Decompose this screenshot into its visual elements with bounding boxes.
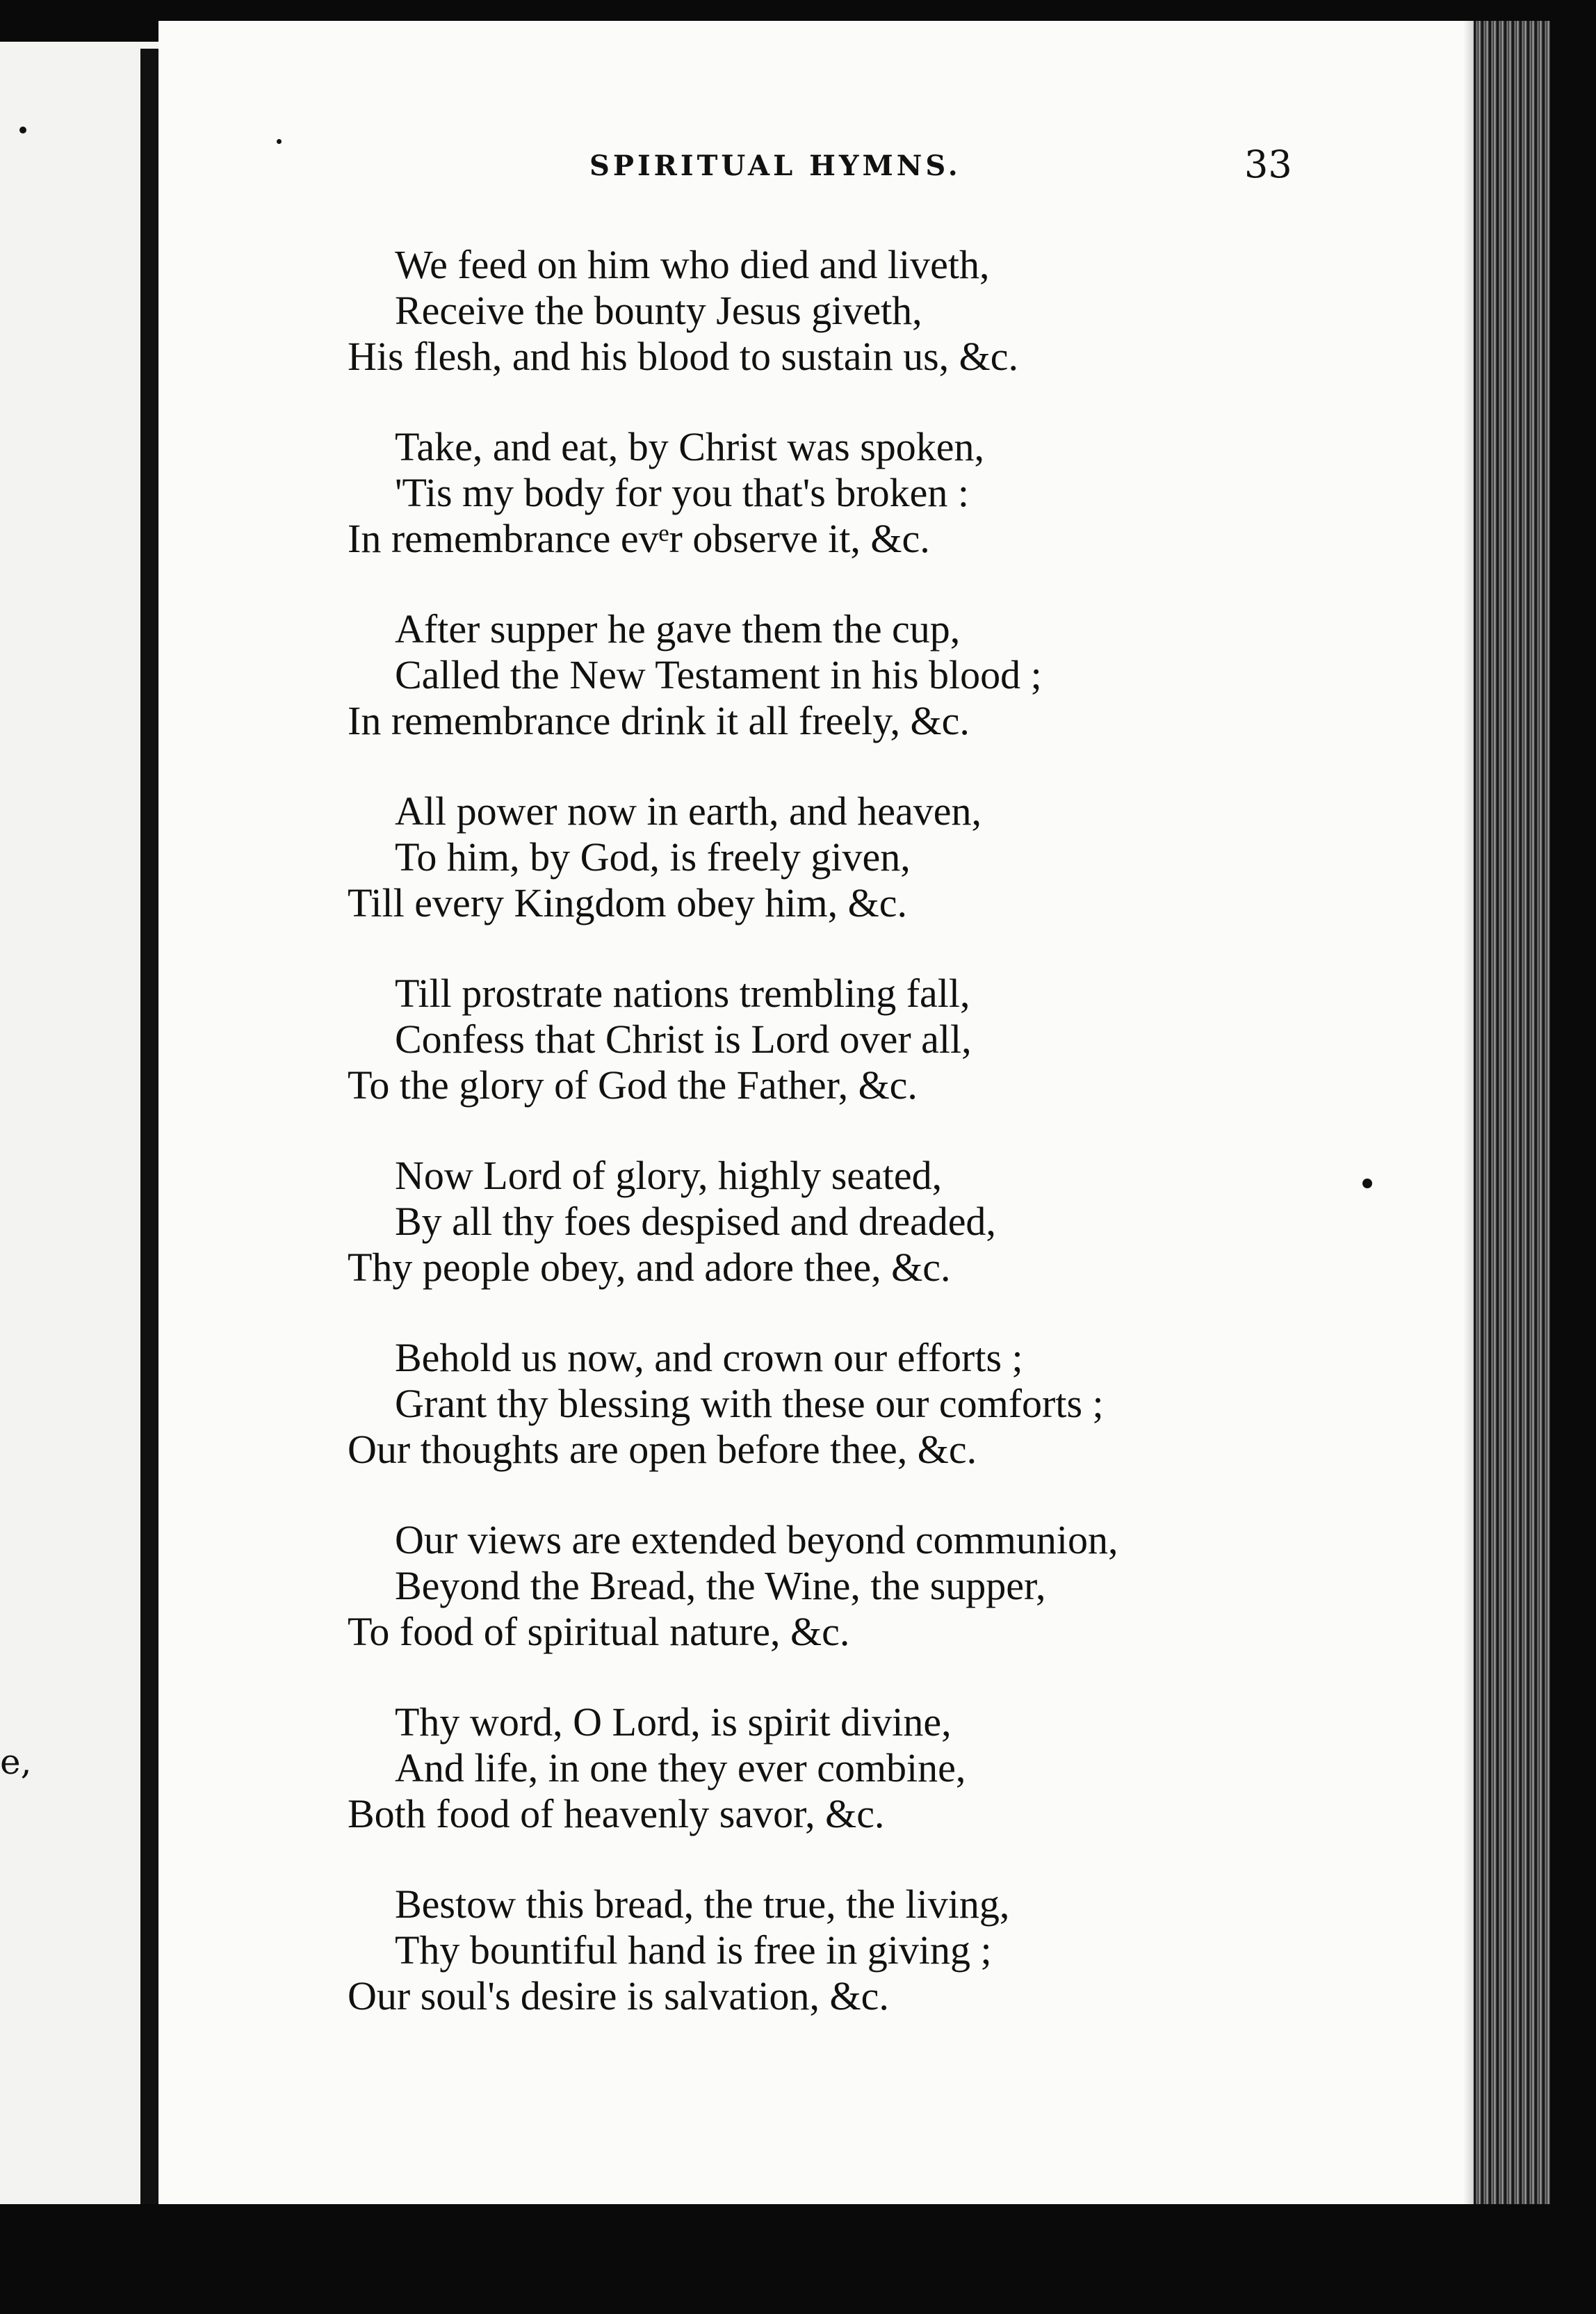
verse-line: Bestow this bread, the true, the living,	[395, 1882, 1010, 1927]
previous-page-text-fragment: e,	[0, 1742, 32, 1782]
verse-line: Confess that Christ is Lord over all,	[395, 1017, 972, 1062]
gutter-shadow	[140, 49, 158, 2232]
verse-line: Till every Kingdom obey him, &c.	[348, 880, 907, 925]
stanza	[348, 1335, 1335, 1473]
verse-line: 'Tis my body for you that's broken :	[395, 470, 969, 515]
verse-line: Thy bountiful hand is free in giving ;	[395, 1927, 992, 1973]
running-title: SPIRITUAL HYMNS.	[589, 149, 961, 182]
verse-line: Thy word, O Lord, is spirit divine,	[395, 1699, 952, 1745]
verse-line: Beyond the Bread, the Wine, the supper,	[395, 1563, 1046, 1608]
scan-speck	[19, 127, 26, 134]
verse-line: His flesh, and his blood to sustain us, &c.	[348, 334, 1019, 379]
page-stack-edge	[1474, 21, 1550, 2211]
verse-line: All power now in earth, and heaven,	[395, 788, 982, 834]
verse-line: In remembrance evᵉr observe it, &c.	[348, 516, 930, 561]
scan-speck	[1362, 1179, 1372, 1188]
verse-line: Our thoughts are open before thee, &c.	[348, 1427, 977, 1472]
verse-line: To the glory of God the Father, &c.	[348, 1062, 918, 1108]
verse-line: And life, in one they ever combine,	[395, 1745, 966, 1790]
stanza	[348, 788, 1335, 926]
verse-line: Now Lord of glory, highly seated,	[395, 1153, 943, 1198]
scan-background	[0, 2204, 1596, 2314]
verse-line: We feed on him who died and liveth,	[395, 242, 990, 287]
stanza	[348, 1882, 1335, 2019]
verse-line: Behold us now, and crown our efforts ;	[395, 1335, 1023, 1380]
stanza	[348, 1699, 1335, 1837]
verse-line: By all thy foes despised and dreaded,	[395, 1199, 996, 1244]
verse-line: Our views are extended beyond communion,	[395, 1517, 1118, 1562]
verse-line: Called the New Testament in his blood ;	[395, 652, 1042, 697]
scan-speck	[277, 139, 282, 144]
verse-line: Grant thy blessing with these our comforts ;	[395, 1381, 1104, 1426]
stanza	[348, 606, 1335, 744]
verse-line: After supper he gave them the cup,	[395, 606, 961, 652]
stanza	[348, 1517, 1335, 1655]
verse-line: Receive the bounty Jesus giveth,	[395, 288, 922, 333]
stanza	[348, 424, 1335, 562]
verse-line: To him, by God, is freely given,	[395, 834, 911, 880]
stanza	[348, 971, 1335, 1108]
verse-line: Take, and eat, by Christ was spoken,	[395, 424, 985, 469]
verse-line: To food of spiritual nature, &c.	[348, 1609, 850, 1654]
page-number: 33	[1244, 143, 1292, 186]
stanza	[348, 242, 1335, 380]
stanza	[348, 1153, 1335, 1290]
verse-line: Till prostrate nations trembling fall,	[395, 971, 970, 1016]
verse-line: In remembrance drink it all freely, &c.	[348, 698, 970, 743]
verse-line: Our soul's desire is salvation, &c.	[348, 1973, 889, 2018]
verse-line: Both food of heavenly savor, &c.	[348, 1791, 885, 1836]
verse-line: Thy people obey, and adore thee, &c.	[348, 1245, 951, 1290]
hymn-text	[348, 242, 1335, 2064]
